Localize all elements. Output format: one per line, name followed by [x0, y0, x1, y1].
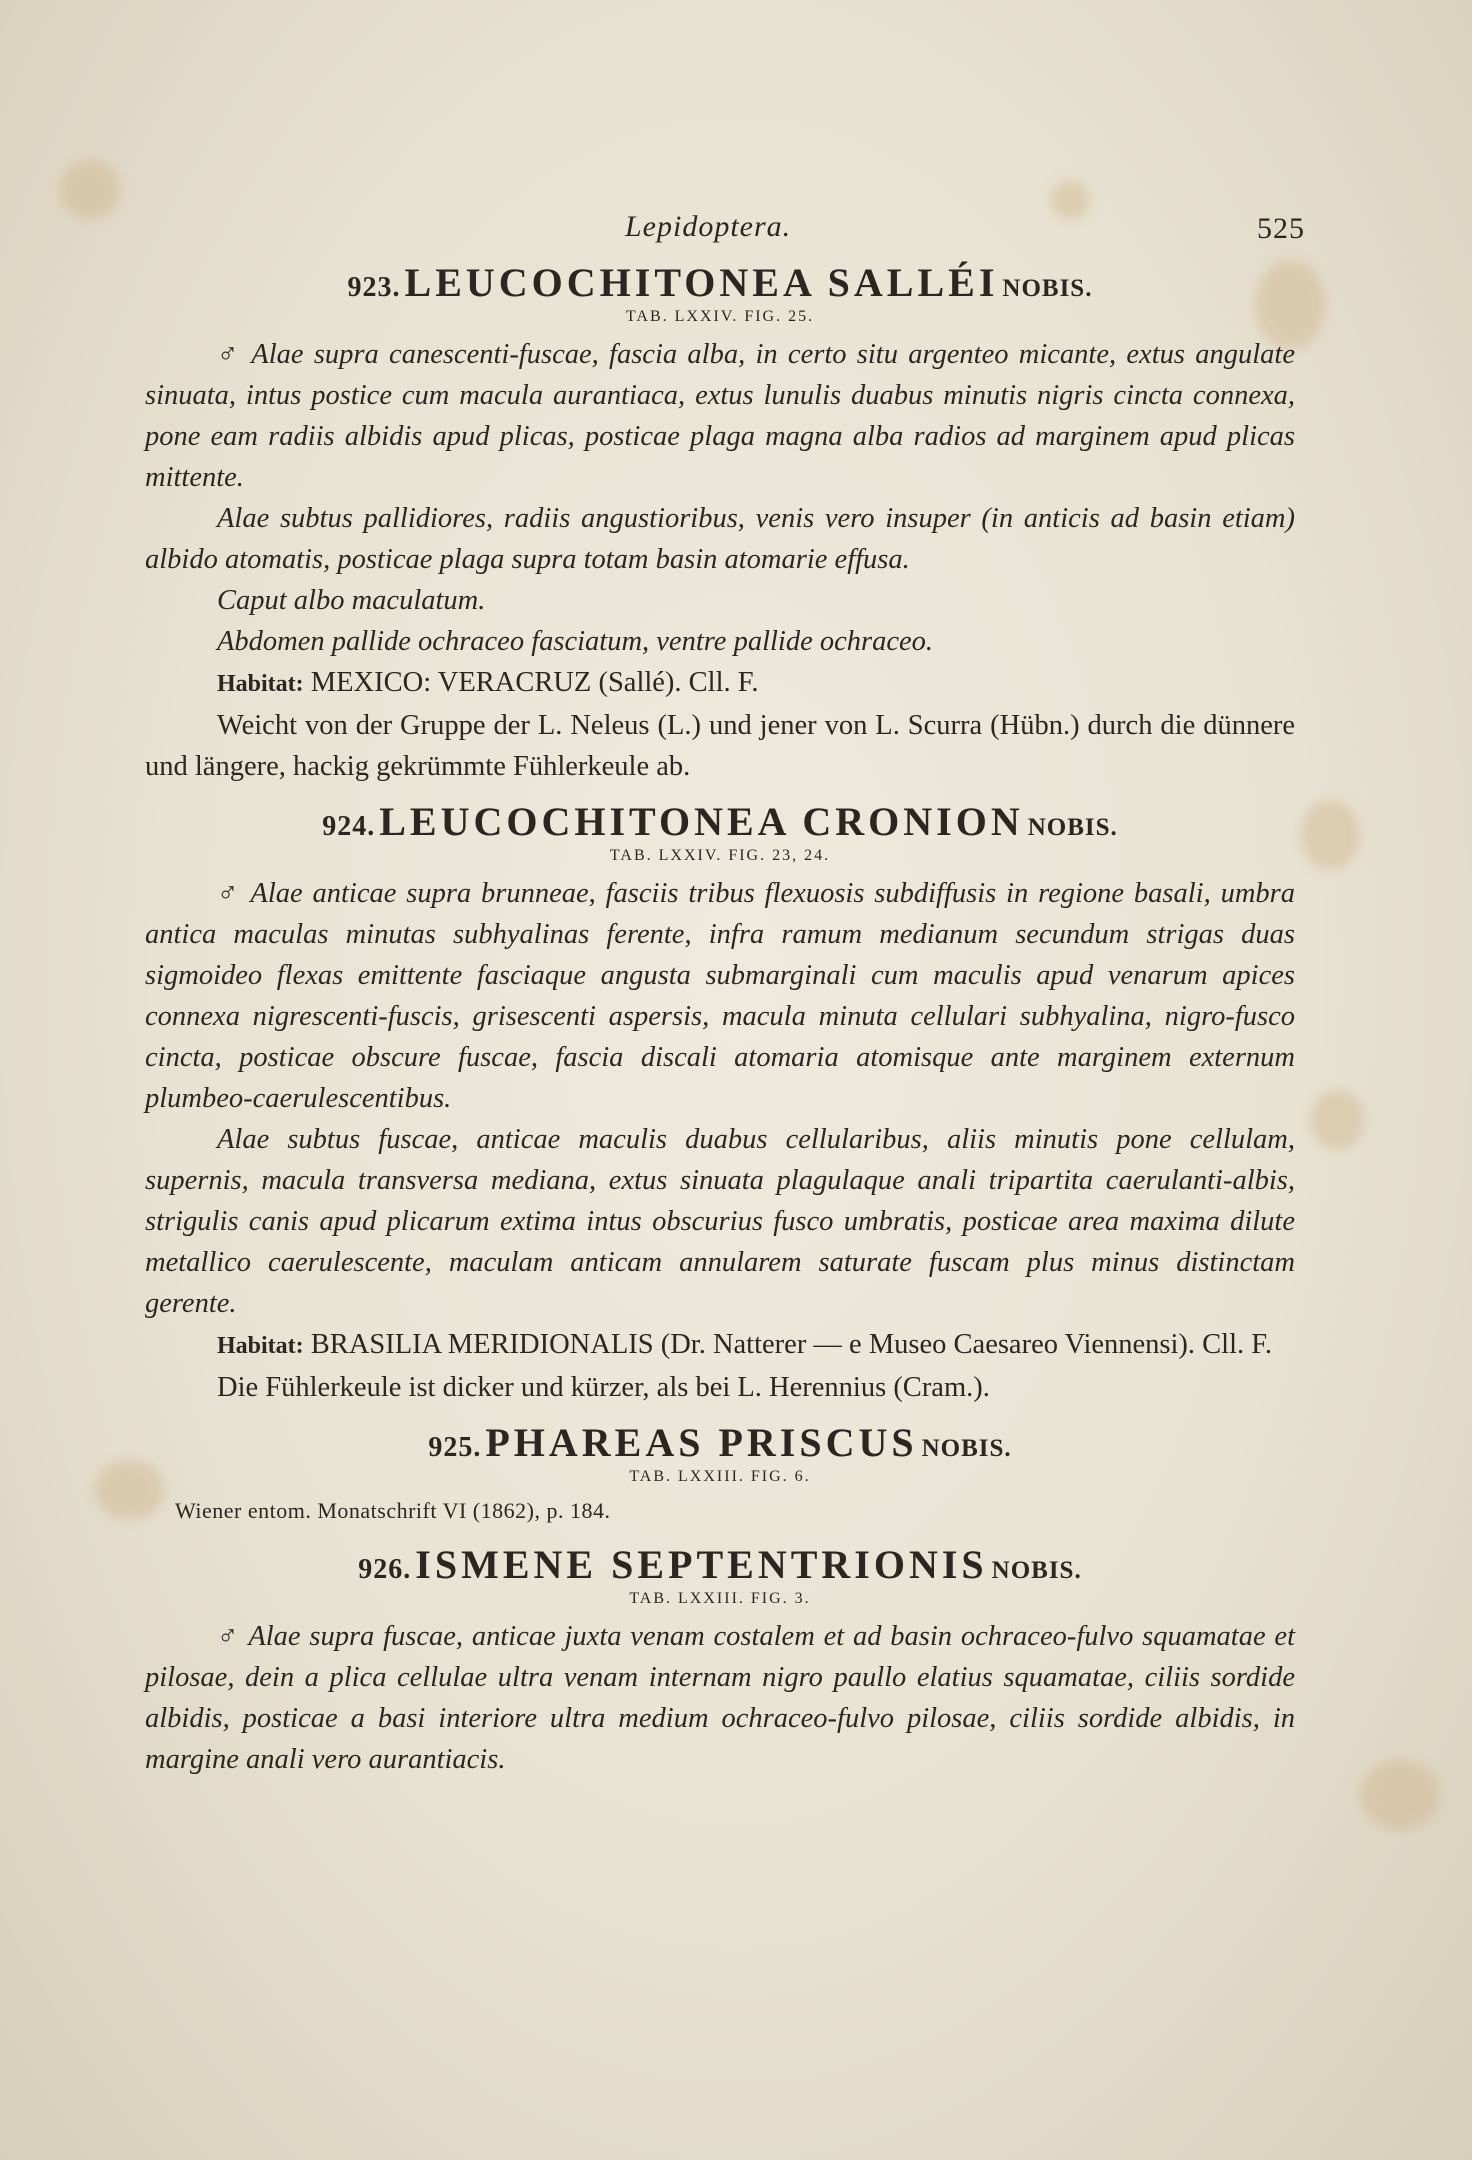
species-heading [145, 1420, 1295, 1466]
species-author: NOBIS. [991, 1557, 1082, 1584]
habitat-text: MEXICO: VERACRUZ (Sallé). Cll. F. [310, 667, 759, 698]
species-name: LEUCOCHITONEA SALLÉI [404, 260, 999, 305]
foxing-stain [1300, 800, 1360, 870]
note-paragraph: Weicht von der Gruppe der L. Neleus (L.) und jener von L. Scurra (Hübn.) durch die dünnere und längere, hackig gekrümmte Fühlerkeule ab. [145, 710, 1295, 782]
running-title: Lepidoptera. [625, 210, 792, 243]
description-paragraph: Alae subtus fuscae, anticae maculis duabus cellularibus, aliis minutis pone cellulam, supernis, macula transversa mediana, extus sinuata plagulaque anali tripartita caerulanti-albis, strigulis canis apud plicarum extima intus obscurius fusco umbratis, posticae area maxima dilute metallico caerulescente, maculam anticam annularem saturate fuscam plus minus distinctam gerente. [145, 1124, 1295, 1319]
plate-reference: TAB. LXXIV. FIG. 23, 24. [609, 847, 831, 864]
species-name: ISMENE SEPTENTRIONIS [415, 1542, 988, 1587]
habitat-line [145, 662, 1295, 705]
plate-reference: TAB. LXXIV. FIG. 25. [625, 308, 815, 325]
species-heading [145, 1542, 1295, 1588]
literature-citation: Wiener entom. Monatschrift VI (1862), p. 184. [175, 1498, 611, 1523]
description-paragraph: ♂ Alae anticae supra brunneae, fasciis tribus flexuosis subdiffusis in regione basali, umbra antica maculas minutas subhyalinas ferente, infra ramum medianum secundum strigas duas sigmoideo flexas emittente fasciaque angusta submarginali cum maculis apud venarum apices connexa nigrescenti-fuscis, grisescenti aspersis, macula minuta cellulari subhyalina, nigro-fusco cincta, posticae obscure fuscae, fascia discali atomaria atomisque ante marginem externum plumbeo-caerulescentibus. [145, 878, 1295, 1114]
description-paragraph: ♂ Alae supra canescenti-fuscae, fascia alba, in certo situ argenteo micante, extus angulate sinuata, intus postice cum macula aurantiaca, extus lunulis duabus minutis nigris cincta connexa, pone eam radiis albidis apud plicas, posticae plaga magna alba radios ad marginem apud plicas mittente. [145, 339, 1295, 493]
page-content [145, 210, 1305, 1780]
running-head [145, 210, 1305, 260]
habitat-text: BRASILIA MERIDIONALIS (Dr. Natterer — e Museo Caesareo Viennensi). Cll. F. [310, 1329, 1272, 1360]
species-entry [145, 260, 1295, 787]
species-name: LEUCOCHITONEA CRONION [379, 799, 1024, 844]
foxing-stain [60, 160, 120, 220]
habitat-label: Habitat: [217, 1333, 304, 1359]
foxing-stain [1360, 1760, 1440, 1830]
page-number: 525 [1257, 212, 1305, 245]
habitat-label: Habitat: [217, 671, 304, 697]
foxing-stain [1310, 1090, 1365, 1150]
description-paragraph: Caput albo maculatum. [217, 585, 486, 616]
species-heading [145, 799, 1295, 845]
species-number: 923. [347, 272, 401, 303]
species-heading [145, 260, 1295, 306]
plate-reference: TAB. LXXIII. FIG. 6. [629, 1468, 811, 1485]
note-paragraph: Die Fühlerkeule ist dicker und kürzer, als bei L. Herennius (Cram.). [217, 1372, 990, 1403]
description-paragraph: Alae subtus pallidiores, radiis angustioribus, venis vero insuper (in anticis ad basin etiam) albido atomatis, posticae plaga supra totam basin atomarie effusa. [145, 503, 1295, 575]
plate-reference: TAB. LXXIII. FIG. 3. [629, 1590, 811, 1607]
species-number: 926. [358, 1554, 412, 1585]
habitat-line [145, 1324, 1295, 1367]
species-author: NOBIS. [921, 1435, 1012, 1462]
description-paragraph: ♂ Alae supra fuscae, anticae juxta venam costalem et ad basin ochraceo-fulvo squamatae et pilosae, dein a plica cellulae ultra venam internam nigro paullo elatius squamatae, ciliis sordide albidis, posticae a basi interiore ultra medium ochraceo-fulvo pilosae, ciliis sordide albidis, in margine anali vero aurantiacis. [145, 1621, 1295, 1775]
species-number: 925. [428, 1432, 482, 1463]
species-name: PHAREAS PRISCUS [485, 1420, 918, 1465]
species-author: NOBIS. [1027, 814, 1118, 841]
description-paragraph: Abdomen pallide ochraceo fasciatum, ventre pallide ochraceo. [217, 626, 934, 657]
species-entry [145, 1420, 1295, 1528]
species-author: NOBIS. [1002, 275, 1093, 302]
species-number: 924. [322, 811, 376, 842]
species-entry [145, 1542, 1295, 1780]
species-entry [145, 799, 1295, 1408]
